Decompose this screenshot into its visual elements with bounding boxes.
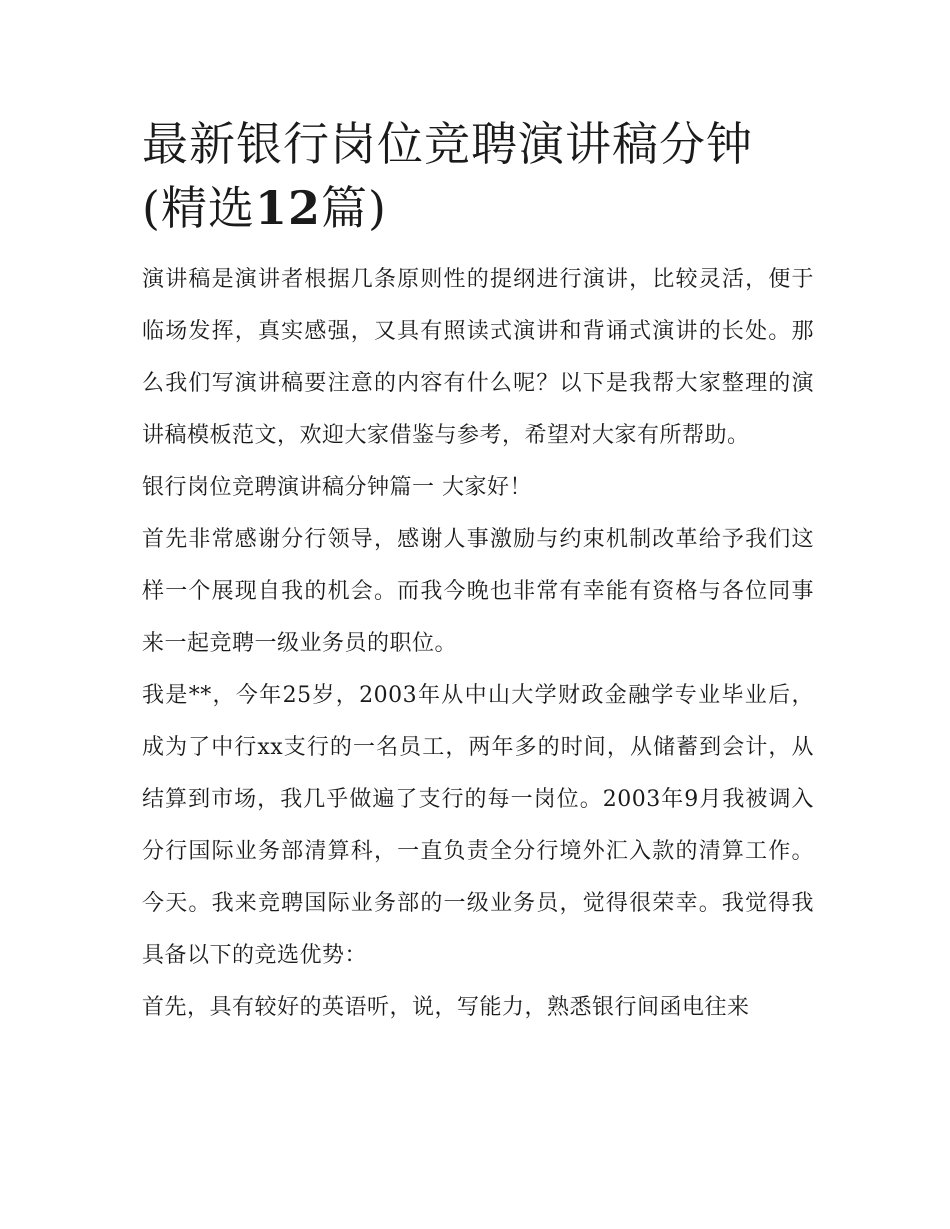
body-paragraph: 首先，具有较好的英语听，说，写能力，熟悉银行间函电往来 <box>142 995 750 1020</box>
intro-paragraph: 演讲稿是演讲者根据几条原则性的提纲进行演讲，比较灵活，便于临场发挥，真实感强，又具有照读式演讲和背诵式演讲的长处。那么我们写演讲稿要注意的内容有什么呢？以下是我帮大家整理的演讲稿模板范文，欢迎大家借鉴与参考，希望对大家有所帮助。 <box>142 267 814 448</box>
title-line-2-suffix: 篇) <box>320 181 387 235</box>
body-paragraph: 我是**，今年25岁，2003年从中山大学财政金融学专业毕业后，成为了中行xx支行的一名员工，两年多的时间，从储蓄到会计，从结算到市场，我几乎做遍了支行的每一岗位。2003年9月我被调入分行国际业务部清算科，一直负责全分行境外汇入款的清算工作。今天。我来竞聘国际业务部的一级业务员，觉得很荣幸。我觉得我具备以下的竞选优势： <box>142 683 814 968</box>
section-heading-paragraph: 银行岗位竞聘演讲稿分钟篇一 大家好！ <box>142 475 532 500</box>
document-page <box>142 112 814 1034</box>
title-line-1: 最新银行岗位竞聘演讲稿分钟 <box>142 117 753 171</box>
title-line-2-number: 12 <box>254 181 321 235</box>
document-title <box>142 112 814 240</box>
body-paragraph: 首先非常感谢分行领导，感谢人事激励与约束机制改革给予我们这样一个展现自我的机会。而我今晚也非常有幸能有资格与各位同事来一起竞聘一级业务员的职位。 <box>142 527 814 656</box>
title-line-2-prefix: (精选 <box>142 181 255 235</box>
